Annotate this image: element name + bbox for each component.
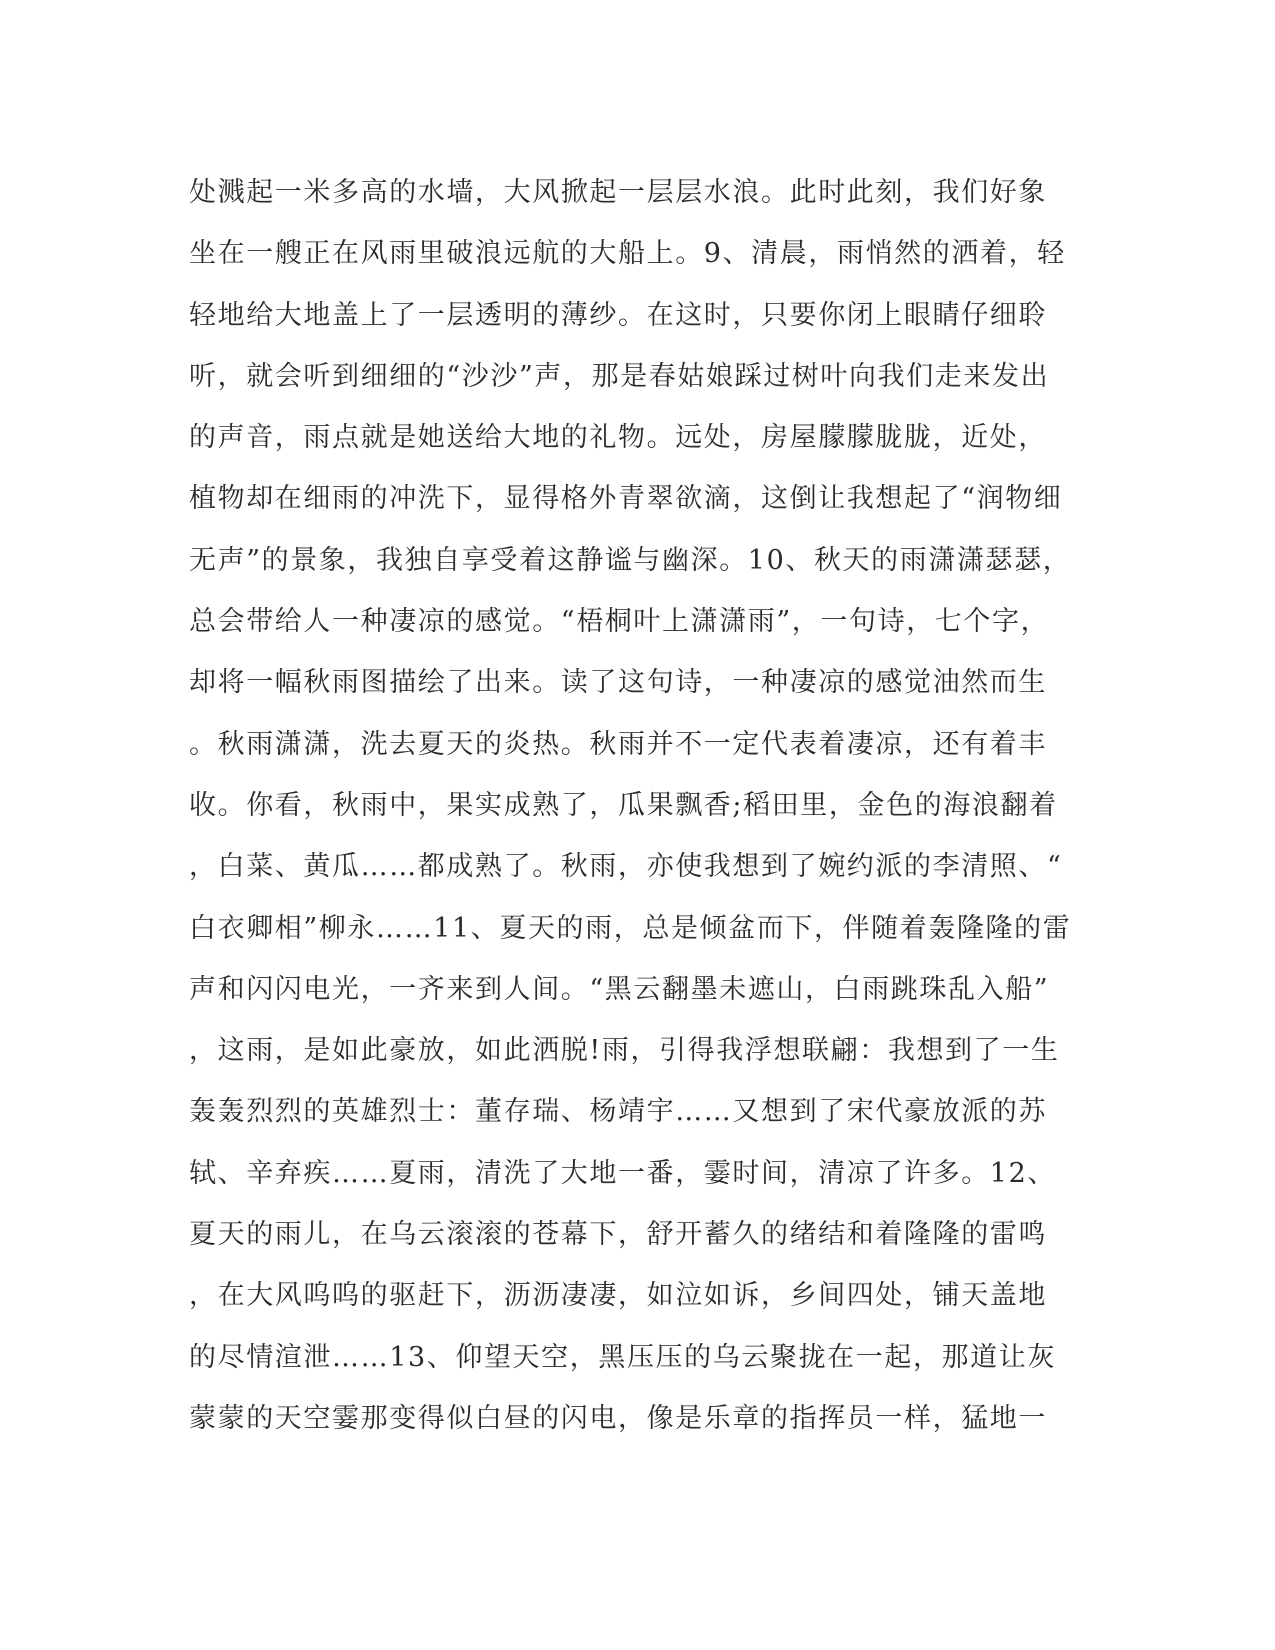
- text-line: 却将一幅秋雨图描绘了出来。读了这句诗，一种凄凉的感觉油然而生: [189, 667, 1047, 699]
- text-line: 坐在一艘正在风雨里破浪远航的大船上。9、清晨，雨悄然的洒着，轻: [189, 238, 1066, 270]
- text-line: 蒙蒙的天空霎那变得似白昼的闪电，像是乐章的指挥员一样，猛地一: [189, 1402, 1047, 1434]
- text-line: 听，就会听到细细的“沙沙”声，那是春姑娘踩过树叶向我们走来发出: [189, 360, 1050, 392]
- text-line: 轻地给大地盖上了一层透明的薄纱。在这时，只要你闭上眼睛仔细聆: [189, 299, 1047, 331]
- text-line: 植物却在细雨的冲洗下，显得格外青翠欲滴，这倒让我想起了“润物细: [189, 483, 1063, 515]
- text-line: 白衣卿相”柳永……11、夏天的雨，总是倾盆而下，伴随着轰隆隆的雷: [189, 912, 1072, 944]
- body-text: [189, 162, 1089, 1449]
- text-line: 。秋雨潇潇，洗去夏天的炎热。秋雨并不一定代表着凄凉，还有着丰: [189, 728, 1047, 760]
- text-line: 轰轰烈烈的英雄烈士：董存瑞、杨靖宇……又想到了宋代豪放派的苏: [189, 1096, 1047, 1128]
- text-line: 的声音，雨点就是她送给大地的礼物。远处，房屋朦朦胧胧，近处，: [189, 422, 1047, 454]
- text-line: 收。你看，秋雨中，果实成熟了，瓜果飘香;稻田里，金色的海浪翻着: [189, 789, 1058, 821]
- text-line: 的尽情渲泄……13、仰望天空，黑压压的乌云聚拢在一起，那道让灰: [189, 1341, 1056, 1373]
- text-line: 声和闪闪电光，一齐来到人间。“黑云翻墨未遮山，白雨跳珠乱入船”: [189, 973, 1050, 1005]
- text-line: 总会带给人一种凄凉的感觉。“梧桐叶上潇潇雨”，一句诗，七个字，: [189, 606, 1050, 638]
- text-line: 无声”的景象，我独自享受着这静谧与幽深。10、秋天的雨潇潇瑟瑟，: [189, 544, 1072, 576]
- text-line: 轼、辛弃疾……夏雨，清洗了大地一番，霎时间，清凉了许多。12、: [189, 1157, 1056, 1189]
- text-line: ，在大风呜呜的驱赶下，沥沥凄凄，如泣如诉，乡间四处，铺天盖地: [189, 1280, 1047, 1312]
- text-line: 夏天的雨儿，在乌云滚滚的苍幕下，舒开蓄久的绪结和着隆隆的雷鸣: [189, 1219, 1047, 1251]
- text-line: ，这雨，是如此豪放，如此洒脱!雨，引得我浮想联翩：我想到了一生: [189, 1035, 1060, 1067]
- text-line: ，白菜、黄瓜……都成熟了。秋雨，亦使我想到了婉约派的李清照、“: [189, 851, 1063, 883]
- text-line: 处溅起一米多高的水墙，大风掀起一层层水浪。此时此刻，我们好象: [189, 177, 1047, 208]
